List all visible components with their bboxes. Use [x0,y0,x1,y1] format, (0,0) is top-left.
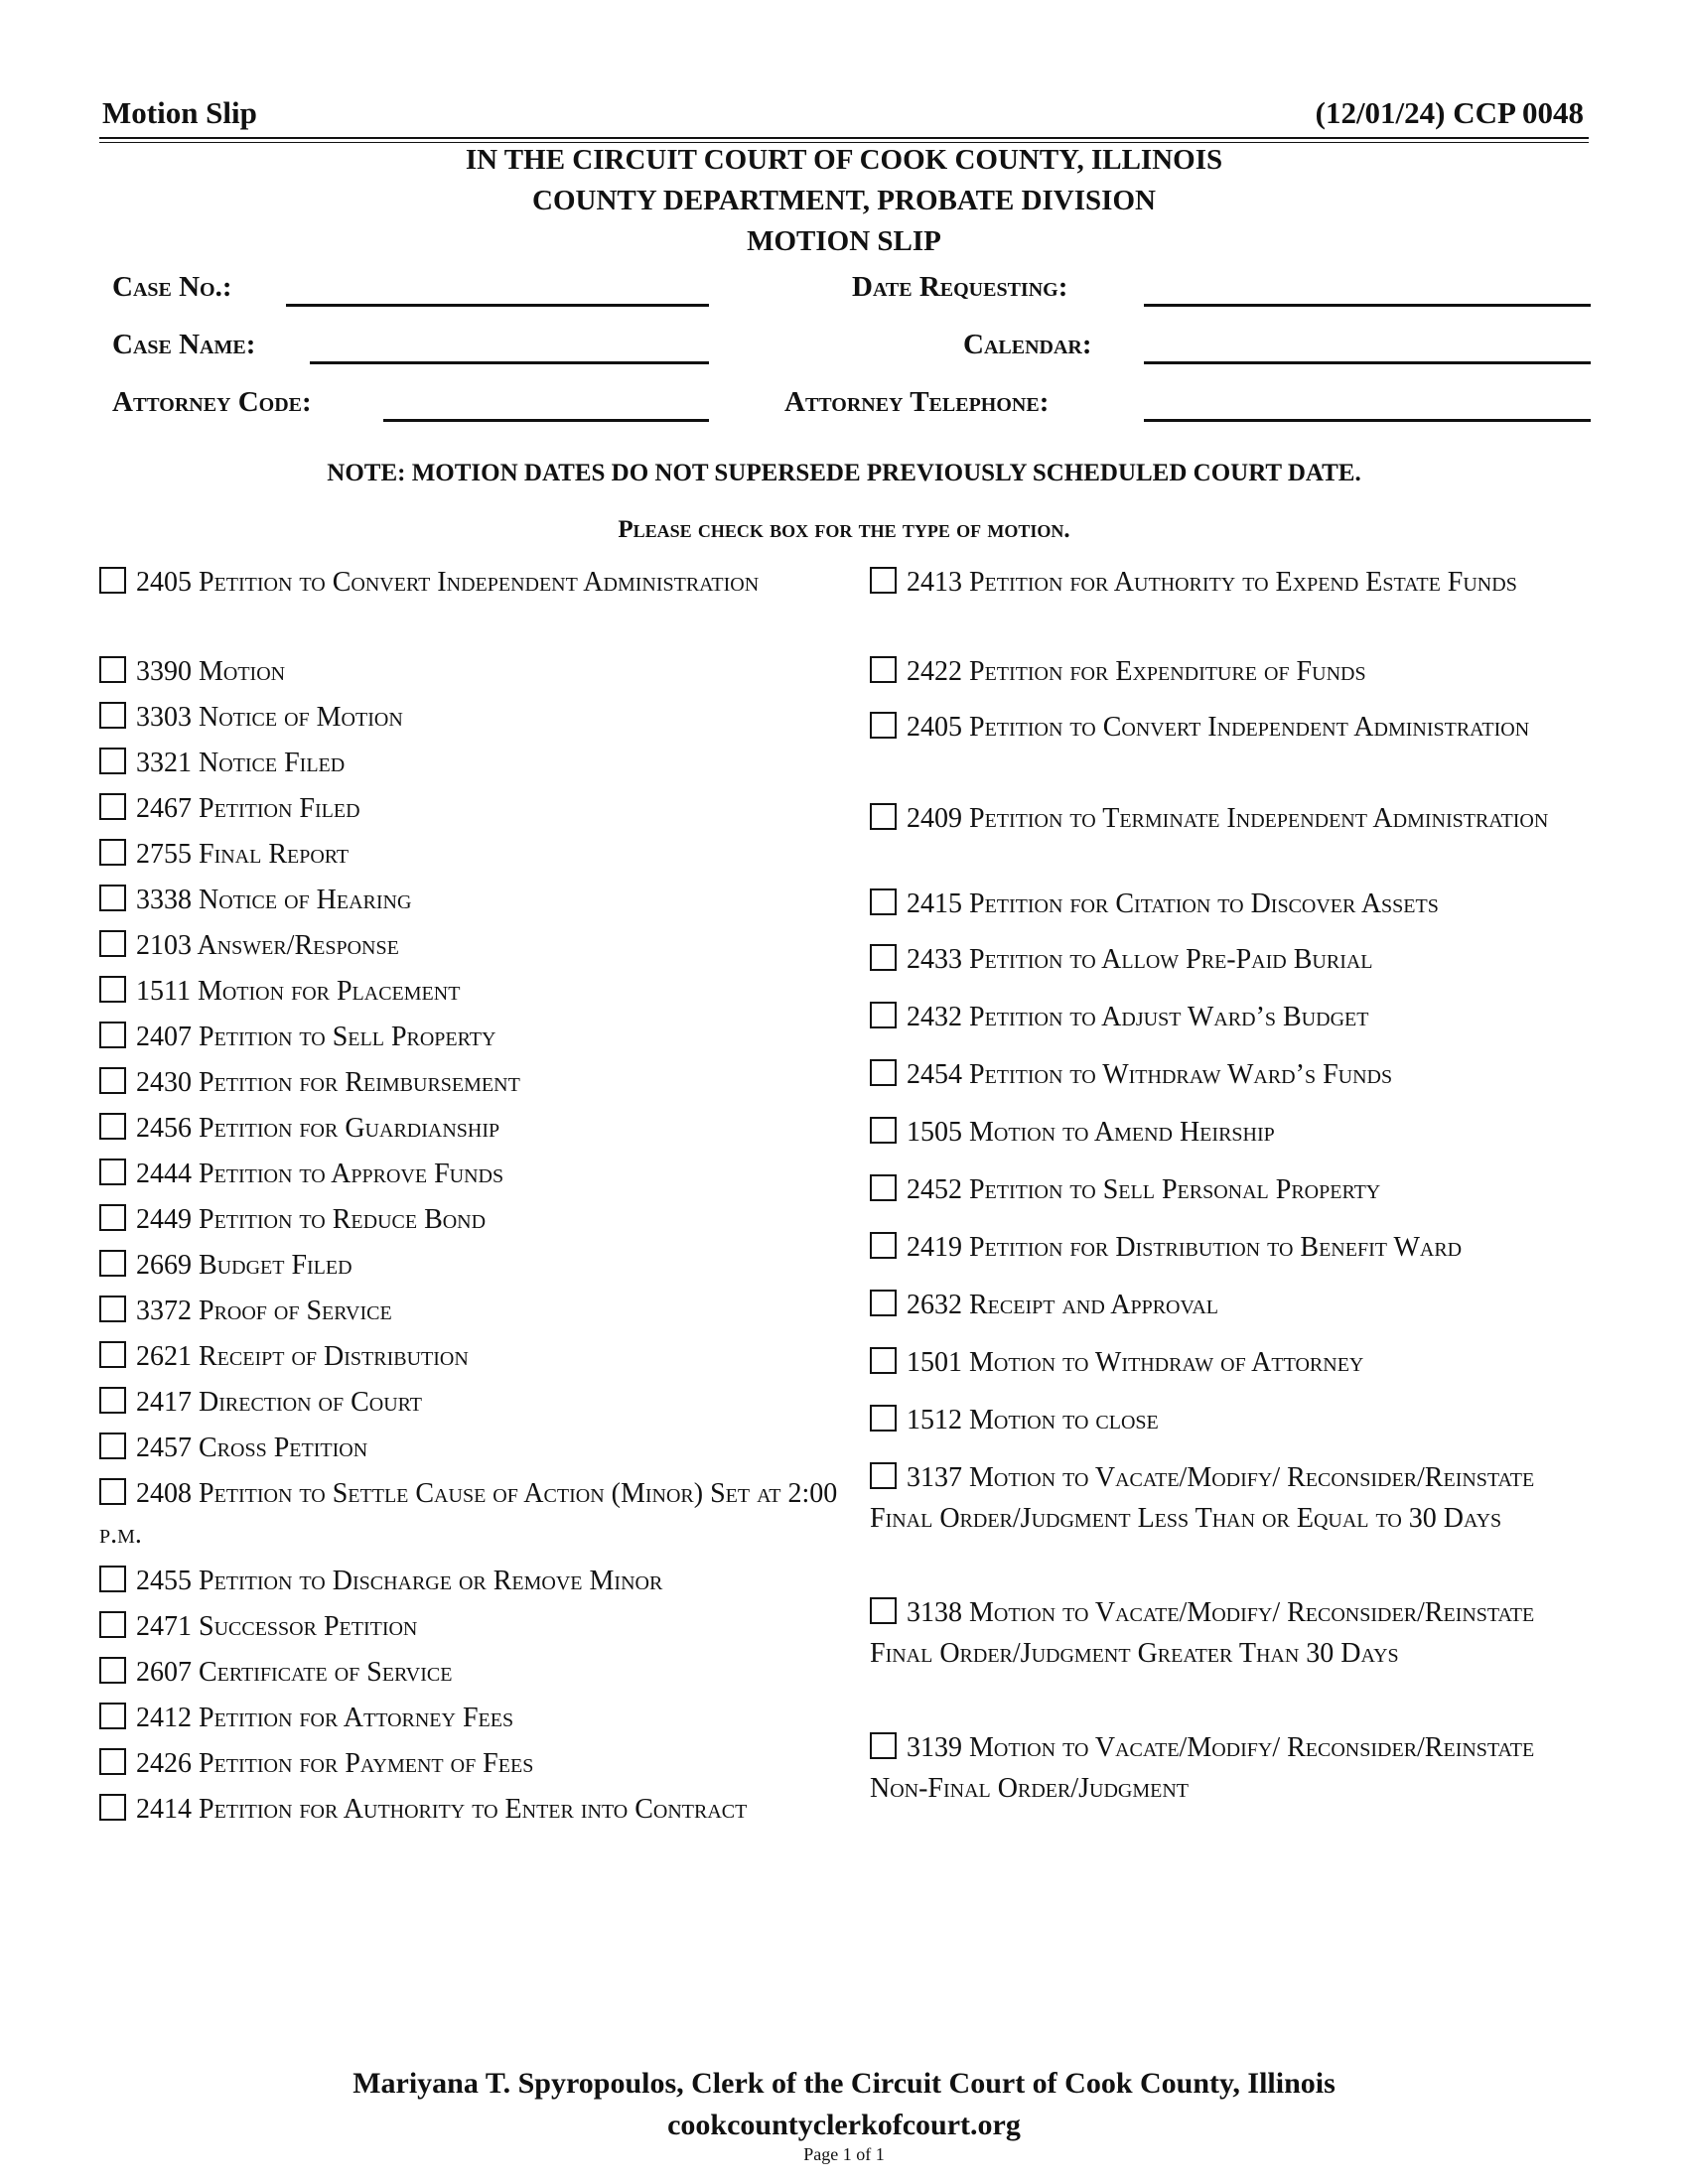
checkbox[interactable] [99,930,126,957]
checkbox[interactable] [99,1022,126,1048]
motion-option[interactable]: 2471 Successor Petition [99,1606,834,1647]
checkbox[interactable] [870,1232,897,1259]
clerk-name: Mariyana T. Spyropoulos, Clerk of the Circuit Court of Cook County, Illinois [352,2067,1336,2100]
motion-option[interactable]: 3139 Motion to Vacate/Modify/ Reconsider/Reinstate Non-Final Order/Judgment [870,1732,1535,1804]
checkbox[interactable] [99,839,126,866]
motion-option[interactable]: 3372 Proof of Service [99,1291,834,1331]
motion-option[interactable]: 3338 Notice of Hearing [99,880,834,920]
calendar-field[interactable] [1144,361,1591,364]
attorney-telephone-field[interactable] [1144,419,1591,422]
form-code: (12/01/24) CCP 0048 [1315,95,1584,130]
checkbox[interactable] [870,1290,897,1316]
motion-option[interactable]: 2457 Cross Petition [99,1428,834,1468]
checkbox[interactable] [99,748,126,774]
case-name-field[interactable] [310,361,709,364]
checkbox[interactable] [99,1387,126,1414]
motion-option[interactable]: 2467 Petition Filed [99,788,834,829]
date-requesting-field[interactable] [1144,304,1591,307]
check-instruction: Please check box for the type of motion. [618,516,1070,543]
motion-option[interactable]: 2755 Final Report [99,834,834,875]
motion-option[interactable]: 2405 Petition to Convert Independent Administration [870,707,1595,748]
motion-option[interactable]: 2412 Petition for Attorney Fees [99,1698,834,1738]
motion-option[interactable]: 2607 Certificate of Service [99,1652,834,1693]
motion-option[interactable]: 2452 Petition to Sell Personal Property [870,1169,1595,1210]
checkbox[interactable] [99,1478,126,1505]
checkbox[interactable] [870,1732,897,1759]
motion-option[interactable]: 2669 Budget Filed [99,1245,834,1286]
motion-option[interactable]: 2415 Petition for Citation to Discover Assets [870,884,1595,924]
checkbox[interactable] [99,656,126,683]
motion-option[interactable]: 2632 Receipt and Approval [870,1285,1595,1325]
checkbox[interactable] [99,793,126,820]
checkbox[interactable] [99,702,126,729]
motion-option[interactable]: 3137 Motion to Vacate/Modify/ Reconsider/Reinstate Final Order/Judgment Less Than or Equal to 30 Days [870,1462,1535,1534]
court-title: IN THE CIRCUIT COURT OF COOK COUNTY, ILLINOIS [465,144,1223,176]
checkbox[interactable] [99,1433,126,1459]
motion-option[interactable]: 2430 Petition for Reimbursement [99,1062,834,1103]
checkbox[interactable] [870,888,897,915]
motion-option[interactable]: 2456 Petition for Guardianship [99,1108,834,1149]
checkbox[interactable] [99,1566,126,1592]
motion-option[interactable]: 2455 Petition to Discharge or Remove Minor [99,1561,834,1601]
header-divider [99,137,1589,139]
motion-option[interactable]: 2103 Answer/Response [99,925,834,966]
motion-option[interactable]: 2621 Receipt of Distribution [99,1336,834,1377]
motion-option[interactable]: 1501 Motion to Withdraw of Attorney [870,1342,1595,1383]
motion-option[interactable]: 2414 Petition for Authority to Enter into Contract [99,1789,755,1830]
checkbox[interactable] [99,1341,126,1368]
calendar-label: Calendar: [963,329,1092,360]
motion-option[interactable]: 2413 Petition for Authority to Expend Estate Funds [870,562,1595,603]
checkbox[interactable] [870,567,897,594]
checkbox[interactable] [870,1347,897,1374]
motion-option[interactable]: 2422 Petition for Expenditure of Funds [870,651,1595,692]
motion-option[interactable]: 2405 Petition to Convert Independent Administration [99,562,834,603]
case-no-label: Case No.: [112,271,232,303]
motion-option[interactable]: 2433 Petition to Allow Pre-Paid Burial [870,939,1595,980]
checkbox[interactable] [99,885,126,911]
checkbox[interactable] [99,1703,126,1729]
checkbox[interactable] [870,1117,897,1144]
page-number: Page 1 of 1 [803,2144,885,2164]
checkbox[interactable] [870,1597,897,1624]
checkbox[interactable] [99,1748,126,1775]
motion-option[interactable]: 2432 Petition to Adjust Ward’s Budget [870,997,1595,1037]
checkbox[interactable] [99,1657,126,1684]
checkbox[interactable] [99,1296,126,1322]
motion-option[interactable]: 1512 Motion to close [870,1400,1595,1440]
checkbox[interactable] [870,1002,897,1028]
motion-option[interactable]: 3390 Motion [99,651,834,692]
checkbox[interactable] [99,1067,126,1094]
checkbox[interactable] [99,1794,126,1821]
scheduling-note: NOTE: MOTION DATES DO NOT SUPERSEDE PREVIOUSLY SCHEDULED COURT DATE. [327,460,1361,486]
checkbox[interactable] [870,1405,897,1432]
checkbox[interactable] [870,1059,897,1086]
motion-option[interactable]: 1505 Motion to Amend Heirship [870,1112,1595,1153]
motion-option[interactable]: 2409 Petition to Terminate Independent Administration [870,798,1595,839]
division-title: COUNTY DEPARTMENT, PROBATE DIVISION [532,185,1156,216]
checkbox[interactable] [870,1462,897,1489]
date-requesting-label: Date Requesting: [852,271,1068,303]
motion-option[interactable]: 3303 Notice of Motion [99,697,834,738]
checkbox[interactable] [870,944,897,971]
motion-option[interactable]: 3321 Notice Filed [99,743,834,783]
case-name-label: Case Name: [112,329,256,360]
motion-option[interactable]: 2407 Petition to Sell Property [99,1017,834,1057]
motion-option[interactable]: 2419 Petition for Distribution to Benefit Ward [870,1227,1605,1268]
attorney-code-field[interactable] [383,419,709,422]
checkbox[interactable] [870,656,897,683]
checkbox[interactable] [870,803,897,830]
header-divider-thin [99,142,1589,143]
motion-option[interactable]: 2408 Petition to Settle Cause of Action (Minor) Set at 2:00 p.m. [99,1478,838,1550]
checkbox[interactable] [870,712,897,739]
checkbox[interactable] [99,976,126,1003]
checkbox[interactable] [99,567,126,594]
motion-option[interactable]: 1511 Motion for Placement [99,971,834,1012]
checkbox[interactable] [99,1159,126,1185]
form-name: Motion Slip [102,95,257,130]
checkbox[interactable] [99,1250,126,1277]
motion-option[interactable]: 3138 Motion to Vacate/Modify/ Reconsider/Reinstate Final Order/Judgment Greater Than 30 Days [870,1597,1535,1669]
attorney-code-label: Attorney Code: [112,386,312,418]
motion-option[interactable]: 2449 Petition to Reduce Bond [99,1199,834,1240]
checkbox[interactable] [99,1113,126,1140]
slip-title: MOTION SLIP [747,225,941,257]
motion-option[interactable]: 2454 Petition to Withdraw Ward’s Funds [870,1054,1595,1095]
motion-option[interactable]: 2444 Petition to Approve Funds [99,1154,834,1194]
checkbox[interactable] [99,1611,126,1638]
checkbox[interactable] [99,1204,126,1231]
case-no-field[interactable] [286,304,709,307]
motion-option[interactable]: 2426 Petition for Payment of Fees [99,1743,834,1784]
attorney-telephone-label: Attorney Telephone: [784,386,1050,418]
checkbox[interactable] [870,1174,897,1201]
clerk-website[interactable]: cookcountyclerkofcourt.org [667,2109,1021,2141]
motion-option[interactable]: 2417 Direction of Court [99,1382,834,1423]
